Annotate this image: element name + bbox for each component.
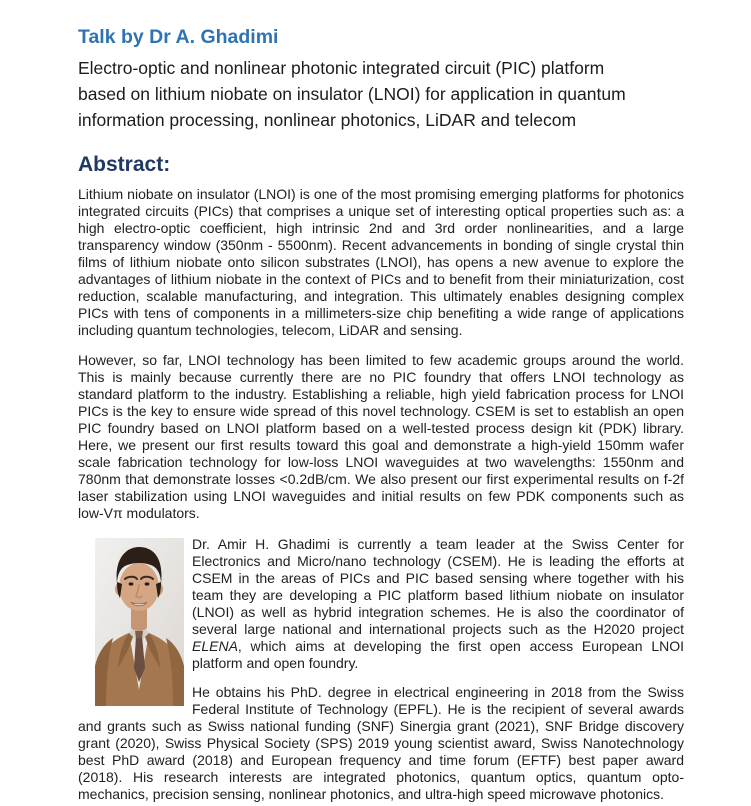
portrait-photo-illustration xyxy=(95,538,184,706)
abstract-heading: Abstract: xyxy=(78,153,171,176)
page-title: Talk by Dr A. Ghadimi xyxy=(78,26,279,48)
abstract-paragraph-2: However, so far, LNOI technology has been limited to few academic groups around the world. This is mainly because currently there are no PIC foundry that offers LNOI technology as standard platform to the industry. Establishing a reliable, high yield fabrication process for LNOI PICs is the key to ensure wide spread of this novel technology. CSEM is set to establish an open PIC foundry based on LNOI platform based on a well-tested process design kit (PDK) library. Here, we present our first results toward this goal and demonstrate a high-yield 150mm wafer scale fabrication technology for low-loss LNOI waveguides at two wavelengths: 1550nm and 780nm that demonstrate losses <0.2dB/cm. We also present our first experimental results on f-2f laser stabilization using LNOI waveguides and initial results on few PDK components such as low-Vπ modulators. xyxy=(78,352,684,521)
bio-text-segment: , which aims at developing the first open access European LNOI platform and open foundry. xyxy=(192,638,684,671)
bio-section xyxy=(78,536,684,803)
abstract-paragraph-1: Lithium niobate on insulator (LNOI) is one of the most promising emerging platforms for photonics integrated circuits (PICs) that comprises a unique set of interesting optical properties such as: a high electro-optic coefficient, high intrinsic 2nd and 3rd order nonlinearities, and a large transparency window (350nm - 5500nm). Recent advancements in bonding of single crystal thin films of lithium niobate onto silicon substrates (LNOI), has opens a new avenue to explore the advantages of lithium niobate in the context of PICs and to benefit from their miniaturization, cost reduction, scalable manufacturing, and integration. This ultimately enables designing complex PICs with tens of components in a millimeters-size chip benefiting a wide range of applications including quantum technologies, telecom, LiDAR and sensing. xyxy=(78,186,684,338)
project-name-elena: ELENA xyxy=(192,638,238,654)
portrait-photo xyxy=(95,538,184,706)
bio-paragraph-2: He obtains his PhD. degree in electrical engineering in 2018 from the Swiss Federal Institute of Technology (EPFL). He is the recipient of several awards and grants such as Swiss national funding (SNF) Sinergia grant (2021), SNF Bridge discovery grant (2020), Swiss Physical Society (SPS) 2019 young scientist award, Swiss Nanotechnology best PhD award (2018) and European frequency and time forum (EFTF) best paper award (2018). His research interests are integrated photonics, quantum optics, quantum opto-mechanics, precision sensing, nonlinear photonics, and ultra-high speed microwave photonics. xyxy=(78,684,684,802)
talk-subtitle: Electro-optic and nonlinear photonic integrated circuit (PIC) platform based on lithium niobate on insulator (LNOI) for application in quantum information processing, nonlinear photonics, LiDAR and telecom xyxy=(78,58,626,130)
bio-text-segment: Dr. Amir H. Ghadimi is currently a team leader at the Swiss Center for Electronics and Micro/nano technology (CSEM). He is leading the efforts at CSEM in the areas of PICs and PIC based sensing where together with his team they are developing a PIC platform based lithium niobate on insulator (LNOI) as well as hybrid integration schemes. He is also the coordinator of several large national and international projects such as the H2020 project xyxy=(192,536,684,637)
